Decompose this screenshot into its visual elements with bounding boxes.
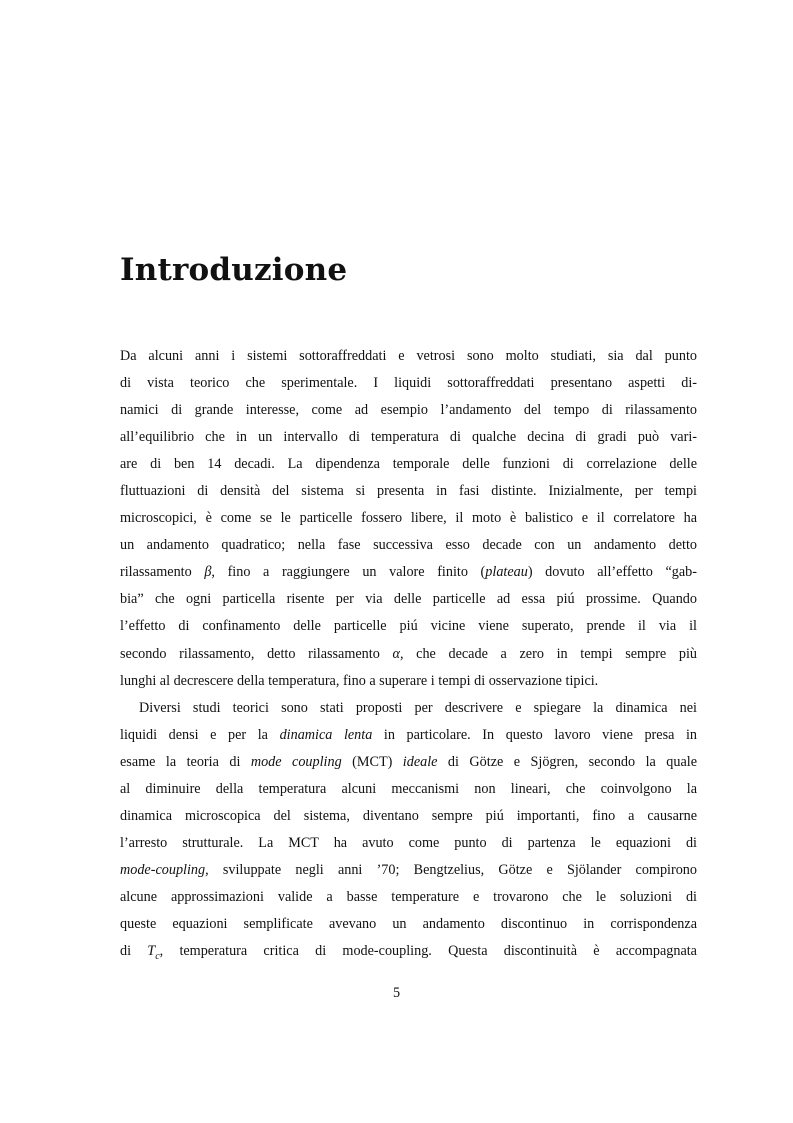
text-line: are di ben 14 decadi. La dipendenza temporale delle funzioni di correlazione delle <box>120 456 697 473</box>
body-text <box>120 343 697 965</box>
text-line: Diversi studi teorici sono stati proposti per descrivere e spiegare la dinamica nei <box>139 699 697 716</box>
emphasis-ideale: ideale <box>402 753 438 770</box>
text-line: fluttuazioni di densità del sistema si presenta in fasi distinte. Inizialmente, per tempi <box>120 483 697 500</box>
text-line: di $T_c$, temperatura critica di mode-coupling. Questa discontinuità è accompagnata <box>120 943 697 962</box>
text-line: secondo rilassamento, detto rilassamento α, che decade a zero in tempi sempre più <box>120 645 698 662</box>
text-line: rilassamento β, fino a raggiungere un valore finito (plateau) dovuto all’effetto “gab- <box>120 564 698 581</box>
text-line: namici di grande interesse, come ad esempio l’andamento del tempo di rilassamento <box>120 402 697 419</box>
text-line: alcune approssimazioni valide a basse temperature e trovarono che le soluzioni di <box>120 888 697 905</box>
text-line: di vista teorico che sperimentale. I liquidi sottoraffreddati presentano aspetti di- <box>120 375 697 392</box>
text-line: esame la teoria di mode coupling (MCT) ideale di Götze e Sjögren, secondo la quale <box>120 753 697 770</box>
emphasis-mode-coupling: mode coupling <box>250 753 342 770</box>
text-line: liquidi densi e per la dinamica lenta in particolare. In questo lavoro viene presa in <box>120 726 698 743</box>
text-line: bia” che ogni particella risente per via delle particelle ad essa piú prossime. Quando <box>120 591 697 608</box>
text-line: Da alcuni anni i sistemi sottoraffreddati e vetrosi sono molto studiati, sia dal punto <box>120 348 697 364</box>
page-number: 5 <box>392 985 401 1001</box>
text-line: al diminuire della temperatura alcuni meccanismi non lineari, che coinvolgono la <box>120 780 697 797</box>
text-line: all’equilibrio che in un intervallo di temperatura di qualche decina di gradi può vari- <box>120 429 697 446</box>
text-line: un andamento quadratico; nella fase successiva esso decade con un andamento detto <box>120 537 697 554</box>
text-line: queste equazioni semplificate avevano un andamento discontinuo in corrispondenza <box>120 915 697 932</box>
text-line: dinamica microscopica del sistema, diventano sempre piú importanti, fino a causarne <box>120 807 697 824</box>
text-line: lunghi al decrescere della temperatura, fino a superare i tempi di osservazione tipici. <box>120 672 599 689</box>
text-line: microscopici, è come se le particelle fossero libere, il moto è balistico e il correlatore ha <box>120 510 697 527</box>
emphasis-plateau: plateau <box>485 564 528 581</box>
text-line: l’arresto strutturale. La MCT ha avuto come punto di partenza le equazioni di <box>120 834 697 851</box>
emphasis-dinamica-lenta: dinamica lenta <box>279 726 373 743</box>
math-T: T <box>147 943 156 960</box>
text-line: mode-coupling, sviluppate negli anni ’70; Bengtzelius, Götze e Sjölander compirono <box>120 861 697 878</box>
math-alpha: α <box>392 645 400 662</box>
emphasis-mode-coupling: mode-coupling <box>120 861 206 878</box>
math-subscript-c: c <box>155 950 160 962</box>
chapter-title: Introduzione <box>120 252 348 288</box>
math-beta: β <box>204 564 212 581</box>
text-line: l’effetto di confinamento delle particelle piú vicine viene superato, prende il via il <box>120 618 697 635</box>
